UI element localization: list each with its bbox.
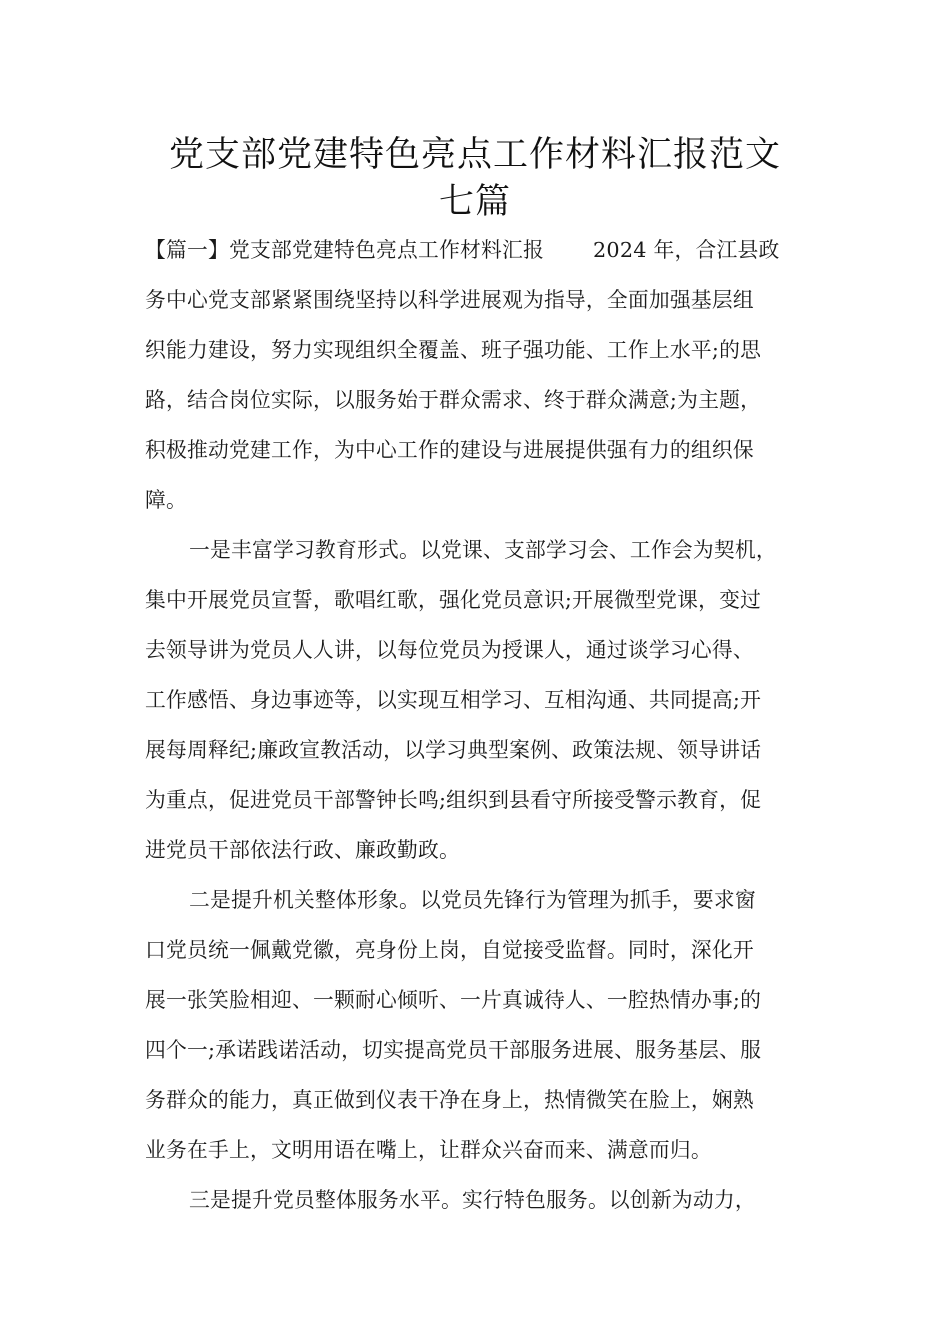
section-heading: 【篇一】党支部党建特色亮点工作材料汇报 bbox=[145, 238, 544, 262]
paragraph-3-line-2: 口党员统一佩戴党徽，亮身份上岗，自觉接受监督。同时，深化开 bbox=[145, 938, 754, 962]
paragraph-3-line-4: 四个一;承诺践诺活动，切实提高党员干部服务进展、服务基层、服 bbox=[145, 1038, 762, 1062]
paragraph-2-line-4: 工作感悟、身边事迹等，以实现互相学习、互相沟通、共同提高;开 bbox=[145, 688, 762, 712]
paragraph-2-line-3: 去领导讲为党员人人讲，以每位党员为授课人，通过谈学习心得、 bbox=[145, 638, 754, 662]
paragraph-1-lead: 2024 年，合江县政 bbox=[592, 238, 780, 262]
paragraph-1-line-4: 路，结合岗位实际，以服务始于群众需求、终于群众满意;为主题， bbox=[145, 388, 762, 412]
paragraph-3-line-3: 展一张笑脸相迎、一颗耐心倾听、一片真诚待人、一腔热情办事;的 bbox=[145, 988, 762, 1012]
paragraph-3-line-1: 二是提升机关整体形象。以党员先锋行为管理为抓手，要求窗 bbox=[189, 888, 756, 912]
paragraph-2-line-7: 进党员干部依法行政、廉政勤政。 bbox=[145, 838, 460, 862]
paragraph-1-line-6: 障。 bbox=[145, 488, 187, 512]
document-title-line-2: 七篇 bbox=[438, 182, 511, 222]
document-title-line-1: 党支部党建特色亮点工作材料汇报范文 bbox=[168, 135, 781, 175]
paragraph-3-line-5: 务群众的能力，真正做到仪表干净在身上，热情微笑在脸上，娴熟 bbox=[145, 1088, 754, 1112]
paragraph-1-line-5: 积极推动党建工作，为中心工作的建设与进展提供强有力的组织保 bbox=[145, 438, 754, 462]
paragraph-1-line-3: 织能力建设，努力实现组织全覆盖、班子强功能、工作上水平;的思 bbox=[145, 338, 762, 362]
paragraph-1-line-2: 务中心党支部紧紧围绕坚持以科学进展观为指导，全面加强基层组 bbox=[145, 288, 754, 312]
paragraph-2-line-5: 展每周释纪;廉政宣教活动，以学习典型案例、政策法规、领导讲话 bbox=[145, 738, 762, 762]
paragraph-2-line-2: 集中开展党员宣誓，歌唱红歌，强化党员意识;开展微型党课，变过 bbox=[145, 588, 762, 612]
paragraph-2-line-1: 一是丰富学习教育形式。以党课、支部学习会、工作会为契机， bbox=[189, 538, 777, 562]
paragraph-3-line-6: 业务在手上，文明用语在嘴上，让群众兴奋而来、满意而归。 bbox=[145, 1138, 712, 1162]
paragraph-2-line-6: 为重点，促进党员干部警钟长鸣;组织到县看守所接受警示教育，促 bbox=[145, 788, 762, 812]
paragraph-4-line-1: 三是提升党员整体服务水平。实行特色服务。以创新为动力， bbox=[189, 1188, 756, 1212]
paragraph-1-line-1 bbox=[145, 236, 807, 264]
